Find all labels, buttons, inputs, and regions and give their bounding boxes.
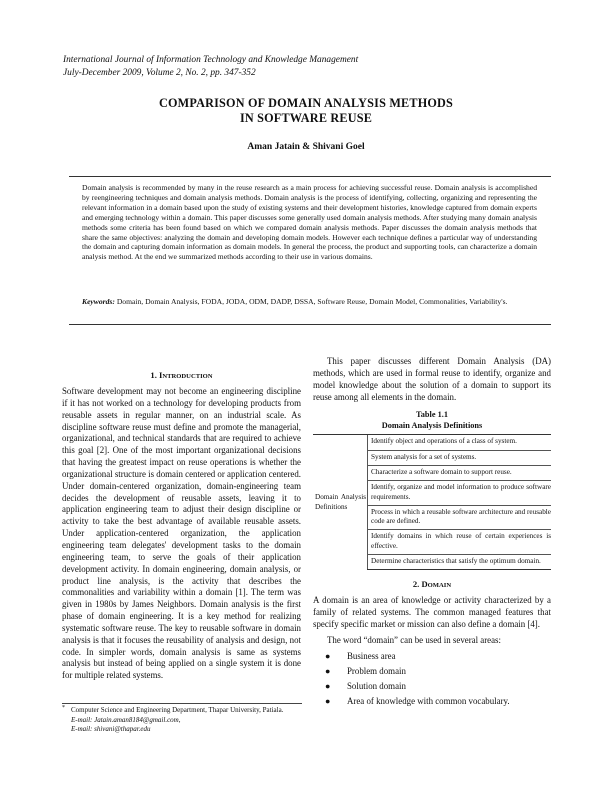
section2-heading-sc: OMAIN (427, 582, 452, 590)
paper-title-line1: COMPARISON OF DOMAIN ANALYSIS METHODS (158, 96, 454, 110)
table-cell: System analysis for a set of systems. (368, 450, 552, 465)
table-row (313, 435, 551, 450)
list-item-text: Area of knowledge with common vocabulary. (347, 695, 510, 706)
bullet-icon: ● (325, 650, 331, 661)
left-column (62, 370, 301, 682)
table-cell: Identify, organize and model information to produce software requirements. (368, 481, 552, 506)
journal-header (63, 54, 358, 79)
section1-number: 1. I (150, 370, 163, 380)
paper-title (0, 96, 612, 126)
footnote-rule (62, 703, 302, 704)
table-cell: Identify domains in which reuse of certain experiences is effective. (368, 530, 552, 555)
domain-areas-list (313, 649, 551, 709)
bullet-icon: ● (325, 680, 331, 691)
paper-title-line2: IN SOFTWARE REUSE (239, 111, 373, 125)
table-row-label: Domain Analysis Definitions (313, 435, 368, 570)
abstract-bottom-rule (69, 324, 551, 325)
section1-heading (62, 370, 301, 382)
right-column (313, 356, 551, 709)
definitions-table (313, 434, 551, 570)
section2-para1: A domain is an area of knowledge or activity characterized by a family of related systems. The common managed features that specify specific market or mission can also define a domain [4]. (313, 595, 551, 630)
bullet-icon: ● (325, 665, 331, 676)
table-cell: Characterize a software domain to support reuse. (368, 465, 552, 480)
keywords-list: Domain, Domain Analysis, FODA, JODA, ODM, DADP, DSSA, Software Reuse, Domain Model, Commonalities, Variability's. (116, 297, 508, 306)
abstract-text: Domain analysis is recommended by many in the reuse research as a main process for achieving successful reuse. Domain analysis is accomplished by reengineering techniques and domain analysis methods. Domain analysis is the process of identifying, collecting, organizing and representing the relevant information in a domain based upon the study of existing systems and their development histories, knowledge captured from domain experts and emerging technology within a domain. This paper discusses some generally used domain analysis methods. After studying many domain analysis methods some criteria has been found based on which we compared domain analysis methods. Paper discusses the domain analysis methods that share the same objectives: analyzing the domain and developing domain models. However each technique defines a particular way of understanding the domain and capturing domain information as domain models. In general the process, the product and supporting tools, can characterize a domain analysis method. At the end we summarized methods according to their use in various domains. (82, 183, 537, 262)
list-item (313, 679, 551, 694)
section2-para2: The word “domain” can be used in several areas: (327, 634, 501, 645)
footnote-body (62, 706, 306, 735)
keywords-label: Keywords: (82, 297, 115, 306)
abstract-top-rule (69, 176, 551, 177)
list-item-text: Business area (347, 650, 396, 661)
footnote-mark: * (62, 705, 65, 711)
footnote-email-2: E-mail: shivani@thapar.edu (71, 725, 151, 734)
footnote-email-1: E-mail: Jatain.aman8184@gmail.com, (71, 715, 181, 724)
list-item (313, 664, 551, 679)
footnote-affiliation: Computer Science and Engineering Department, Thapar University, Patiala. (71, 706, 284, 714)
table-cell: Identify object and operations of a class of system. (368, 435, 552, 450)
journal-issue: July-December 2009, Volume 2, No. 2, pp. 347-352 (63, 67, 256, 78)
list-item (313, 694, 551, 709)
table-cell: Process in which a reusable software architecture and reusable code are defined. (368, 505, 552, 530)
bullet-icon: ● (325, 695, 331, 706)
paper-authors: Aman Jatain & Shivani Goel (247, 142, 365, 152)
footnote (62, 706, 306, 735)
keywords (82, 297, 537, 307)
section2-heading (313, 579, 551, 591)
table-cell: Determine characteristics that satisfy the optimum domain. (368, 555, 552, 570)
table-title: Domain Analysis Definitions (381, 421, 483, 431)
list-item-text: Problem domain (347, 665, 406, 676)
section2-number: 2. D (412, 579, 428, 590)
list-item (313, 649, 551, 664)
list-item-text: Solution domain (347, 680, 406, 691)
section1-body: Software development may not become an engineering discipline if it has not worked on a technology for developing products from reusable assets in regular manner, on an industrial scale. As discipline software reuse must define and promote the managerial, organizational, and technical standards that are required to achieve this goal [2]. One of the most important organizational decisions that having the greatest impact on reuse operations is whether the organizational structure is domain centered or application centered. Under domain-centered organization, domain-engineering team decides the development of reusable assets, leaving it to application engineering team to adjust their design discipline or activity to take the best advantage of available reusable assets. Under application-centered organization, the application engineering team delegates' development tasks to the domain engineering team, to serve the goals of their application development activity. In domain engineering, domain analysis, or product line analysis, is the activity that describes the commonalities and variability within a domain [1]. The term was given in 1980s by James Neighbors. Domain analysis is the first phase of domain engineering. It is a key method for realizing systematic software reuse. The key to reusable software in domain analysis is that it focuses the reusability of analysis and design, not code. In simpler words, domain analysis is same as systems analysis but instead of being applied on a single system it is done for multiple related systems. (62, 386, 301, 681)
table-caption (313, 409, 551, 431)
right-col-intro: This paper discusses different Domain Analysis (DA) methods, which are used in formal reuse to identify, organize and model knowledge about the solution of a domain to support its reuse among all elements in the domain. (313, 356, 551, 402)
section1-heading-sc: NTRODUCTION (162, 373, 213, 380)
journal-name: International Journal of Information Technology and Knowledge Management (63, 55, 359, 65)
table-number: Table 1.1 (416, 410, 448, 420)
